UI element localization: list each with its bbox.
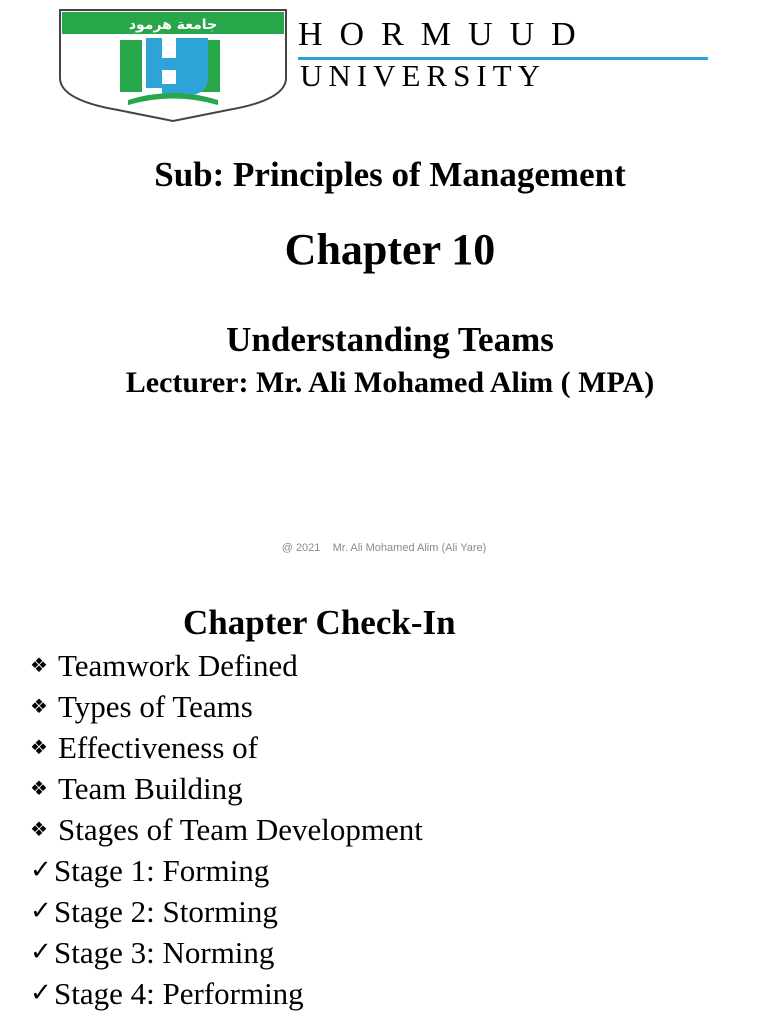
- outline-item-text: Stage 2: Storming: [54, 894, 278, 929]
- university-name-line1: HORMUUD: [298, 16, 593, 53]
- diamond-bullet-icon: ❖: [30, 735, 48, 759]
- outline-item: [30, 809, 423, 850]
- outline-item: [30, 768, 423, 809]
- outline-item: [30, 645, 423, 686]
- outline-item-text: Types of Teams: [58, 689, 253, 724]
- slide-footer: @ 2021 Mr. Ali Mohamed Alim (Ali Yare): [281, 542, 487, 554]
- outline-item-text: Team Building: [58, 771, 243, 806]
- subject-title: Sub: Principles of Management: [154, 155, 626, 194]
- chapter-title: Chapter 10: [284, 225, 496, 274]
- checkin-title: Chapter Check-In: [183, 603, 456, 642]
- checkmark-icon: ✓: [30, 855, 52, 885]
- university-logo: [58, 8, 288, 123]
- outline-item-text: Stage 4: Performing: [54, 976, 304, 1011]
- outline-item: [30, 727, 423, 768]
- diamond-bullet-icon: ❖: [30, 776, 48, 800]
- checkmark-icon: ✓: [30, 978, 52, 1008]
- outline-item-text: Stage 1: Forming: [54, 853, 270, 888]
- outline-list: [30, 645, 423, 1014]
- checkmark-icon: ✓: [30, 896, 52, 926]
- outline-item: [30, 686, 423, 727]
- logo-arabic-text: جامعة هرمود: [128, 17, 218, 33]
- outline-item: [30, 850, 423, 891]
- lecturer-name: Lecturer: Mr. Ali Mohamed Alim ( MPA): [125, 366, 655, 399]
- diamond-bullet-icon: ❖: [30, 694, 48, 718]
- university-name-line2: UNIVERSITY: [300, 58, 546, 93]
- outline-item: [30, 932, 423, 973]
- outline-item-text: Effectiveness of: [58, 730, 258, 765]
- diamond-bullet-icon: ❖: [30, 653, 48, 677]
- outline-item-text: Stages of Team Development: [58, 812, 423, 847]
- outline-item-text: Stage 3: Norming: [54, 935, 275, 970]
- topic-title: Understanding Teams: [226, 320, 554, 359]
- outline-item-text: Teamwork Defined: [58, 648, 298, 683]
- checkmark-icon: ✓: [30, 937, 52, 967]
- diamond-bullet-icon: ❖: [30, 817, 48, 841]
- outline-item: [30, 973, 423, 1014]
- outline-item: [30, 891, 423, 932]
